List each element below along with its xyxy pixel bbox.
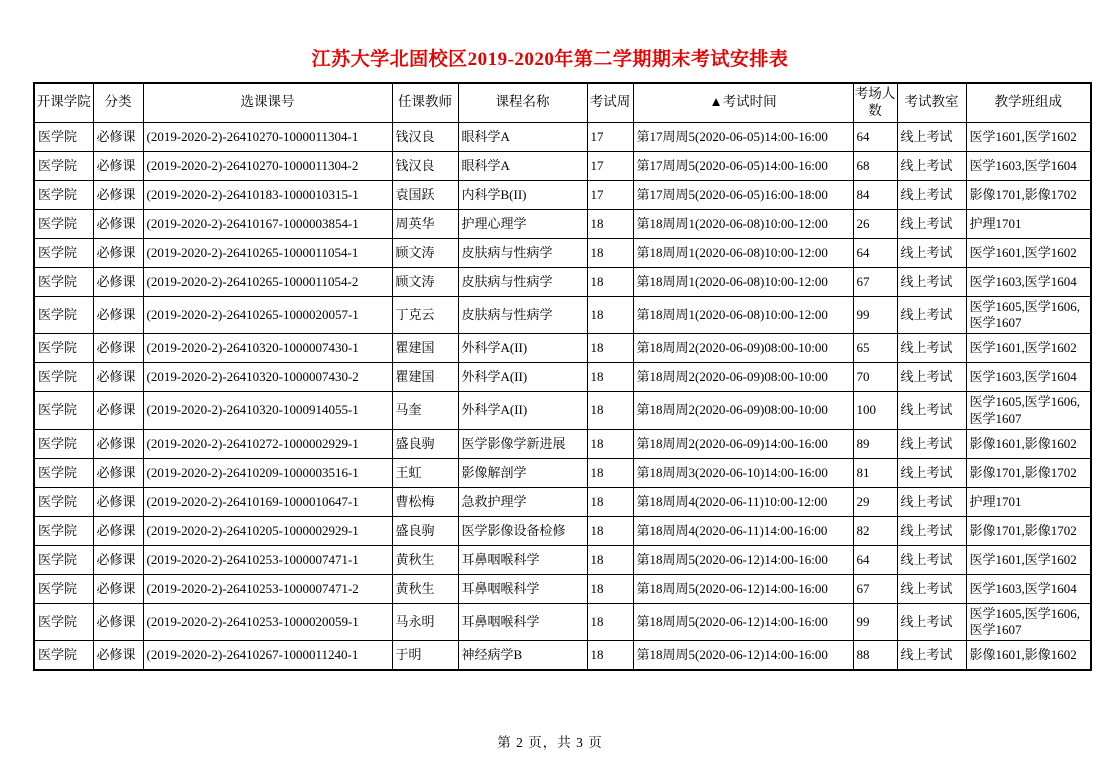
cell-category: 必修课: [93, 122, 143, 151]
cell-course-name: 内科学B(II): [458, 180, 587, 209]
cell-exam-week: 18: [587, 209, 633, 238]
cell-exam-time: 第17周周5(2020-06-05)14:00-16:00: [633, 151, 853, 180]
cell-category: 必修课: [93, 296, 143, 334]
cell-exam-time: 第17周周5(2020-06-05)14:00-16:00: [633, 122, 853, 151]
header-category: 分类: [93, 83, 143, 122]
cell-course-name: 耳鼻咽喉科学: [458, 545, 587, 574]
cell-class-groups: 医学1603,医学1604: [966, 267, 1091, 296]
cell-exam-room: 线上考试: [897, 180, 966, 209]
exam-schedule-table: [33, 82, 1092, 671]
cell-class-groups: 护理1701: [966, 209, 1091, 238]
cell-exam-room: 线上考试: [897, 545, 966, 574]
cell-teacher: 于明: [392, 641, 458, 670]
cell-teacher: 曹松梅: [392, 487, 458, 516]
cell-exam-time: 第18周周2(2020-06-09)08:00-10:00: [633, 392, 853, 430]
cell-teacher: 丁克云: [392, 296, 458, 334]
cell-exam-week: 17: [587, 180, 633, 209]
table-row: [34, 238, 1091, 267]
cell-seat-count: 65: [853, 334, 897, 363]
cell-teacher: 钱汉良: [392, 122, 458, 151]
cell-teacher: 周英华: [392, 209, 458, 238]
cell-seat-count: 100: [853, 392, 897, 430]
cell-college: 医学院: [34, 151, 93, 180]
cell-exam-week: 18: [587, 516, 633, 545]
cell-teacher: 马奎: [392, 392, 458, 430]
table-row: [34, 363, 1091, 392]
cell-category: 必修课: [93, 363, 143, 392]
cell-course-name: 眼科学A: [458, 122, 587, 151]
page-title: 江苏大学北固校区2019-2020年第二学期期末考试安排表: [311, 49, 789, 70]
cell-course-name: 外科学A(II): [458, 392, 587, 430]
cell-seat-count: 67: [853, 267, 897, 296]
cell-course-id: (2019-2020-2)-26410320-1000914055-1: [143, 392, 392, 430]
cell-exam-time: 第18周周1(2020-06-08)10:00-12:00: [633, 209, 853, 238]
cell-category: 必修课: [93, 516, 143, 545]
cell-seat-count: 99: [853, 603, 897, 641]
cell-exam-room: 线上考试: [897, 392, 966, 430]
cell-exam-room: 线上考试: [897, 363, 966, 392]
cell-exam-time: 第18周周2(2020-06-09)08:00-10:00: [633, 363, 853, 392]
table-row: [34, 296, 1091, 334]
cell-course-id: (2019-2020-2)-26410253-1000020059-1: [143, 603, 392, 641]
cell-exam-room: 线上考试: [897, 574, 966, 603]
cell-exam-room: 线上考试: [897, 151, 966, 180]
cell-exam-week: 18: [587, 238, 633, 267]
cell-college: 医学院: [34, 209, 93, 238]
cell-class-groups: 医学1605,医学1606,医学1607: [966, 603, 1091, 641]
cell-exam-week: 18: [587, 487, 633, 516]
table-row: [34, 429, 1091, 458]
cell-category: 必修课: [93, 267, 143, 296]
cell-college: 医学院: [34, 296, 93, 334]
cell-teacher: 盛良驹: [392, 429, 458, 458]
cell-course-name: 耳鼻咽喉科学: [458, 574, 587, 603]
cell-category: 必修课: [93, 429, 143, 458]
cell-teacher: 王虹: [392, 458, 458, 487]
cell-exam-room: 线上考试: [897, 122, 966, 151]
cell-exam-week: 18: [587, 545, 633, 574]
cell-college: 医学院: [34, 180, 93, 209]
cell-class-groups: 影像1601,影像1602: [966, 429, 1091, 458]
cell-course-name: 外科学A(II): [458, 334, 587, 363]
table-row: [34, 487, 1091, 516]
cell-exam-time: 第18周周2(2020-06-09)08:00-10:00: [633, 334, 853, 363]
table-row: [34, 641, 1091, 670]
cell-seat-count: 26: [853, 209, 897, 238]
cell-course-id: (2019-2020-2)-26410320-1000007430-1: [143, 334, 392, 363]
header-seat-count: 考场人数: [853, 83, 897, 122]
cell-teacher: 马永明: [392, 603, 458, 641]
header-class-groups: 教学班组成: [966, 83, 1091, 122]
cell-exam-week: 18: [587, 363, 633, 392]
cell-exam-room: 线上考试: [897, 238, 966, 267]
cell-exam-week: 18: [587, 296, 633, 334]
cell-course-id: (2019-2020-2)-26410205-1000002929-1: [143, 516, 392, 545]
header-course-name: 课程名称: [458, 83, 587, 122]
cell-course-name: 医学影像学新进展: [458, 429, 587, 458]
table-row: [34, 334, 1091, 363]
cell-seat-count: 89: [853, 429, 897, 458]
cell-teacher: 盛良驹: [392, 516, 458, 545]
cell-course-id: (2019-2020-2)-26410169-1000010647-1: [143, 487, 392, 516]
header-exam-time: ▲考试时间: [633, 83, 853, 122]
cell-teacher: 钱汉良: [392, 151, 458, 180]
table-row: [34, 267, 1091, 296]
cell-category: 必修课: [93, 238, 143, 267]
cell-course-name: 影像解剖学: [458, 458, 587, 487]
cell-category: 必修课: [93, 180, 143, 209]
cell-teacher: 顾文涛: [392, 238, 458, 267]
cell-exam-time: 第17周周5(2020-06-05)16:00-18:00: [633, 180, 853, 209]
table-row: [34, 458, 1091, 487]
cell-course-id: (2019-2020-2)-26410183-1000010315-1: [143, 180, 392, 209]
cell-college: 医学院: [34, 392, 93, 430]
cell-exam-week: 18: [587, 334, 633, 363]
cell-exam-time: 第18周周4(2020-06-11)14:00-16:00: [633, 516, 853, 545]
cell-seat-count: 64: [853, 545, 897, 574]
cell-course-name: 皮肤病与性病学: [458, 238, 587, 267]
cell-exam-time: 第18周周2(2020-06-09)14:00-16:00: [633, 429, 853, 458]
cell-seat-count: 64: [853, 122, 897, 151]
cell-category: 必修课: [93, 545, 143, 574]
cell-exam-week: 18: [587, 458, 633, 487]
cell-teacher: 瞿建国: [392, 334, 458, 363]
cell-course-id: (2019-2020-2)-26410270-1000011304-1: [143, 122, 392, 151]
cell-teacher: 黄秋生: [392, 545, 458, 574]
cell-seat-count: 67: [853, 574, 897, 603]
cell-college: 医学院: [34, 574, 93, 603]
cell-course-id: (2019-2020-2)-26410270-1000011304-2: [143, 151, 392, 180]
cell-class-groups: 医学1601,医学1602: [966, 334, 1091, 363]
cell-course-id: (2019-2020-2)-26410253-1000007471-2: [143, 574, 392, 603]
cell-course-id: (2019-2020-2)-26410265-1000011054-2: [143, 267, 392, 296]
cell-seat-count: 64: [853, 238, 897, 267]
cell-class-groups: 医学1605,医学1606,医学1607: [966, 392, 1091, 430]
table-row: [34, 516, 1091, 545]
cell-exam-week: 17: [587, 151, 633, 180]
cell-exam-room: 线上考试: [897, 641, 966, 670]
cell-college: 医学院: [34, 603, 93, 641]
cell-category: 必修课: [93, 603, 143, 641]
cell-seat-count: 84: [853, 180, 897, 209]
table-row: [34, 151, 1091, 180]
cell-course-name: 急救护理学: [458, 487, 587, 516]
cell-course-id: (2019-2020-2)-26410272-1000002929-1: [143, 429, 392, 458]
table-row: [34, 392, 1091, 430]
cell-course-id: (2019-2020-2)-26410265-1000020057-1: [143, 296, 392, 334]
cell-teacher: 袁国跃: [392, 180, 458, 209]
cell-course-name: 神经病学B: [458, 641, 587, 670]
cell-exam-room: 线上考试: [897, 458, 966, 487]
cell-class-groups: 影像1701,影像1702: [966, 458, 1091, 487]
table-row: [34, 122, 1091, 151]
cell-course-name: 医学影像设备检修: [458, 516, 587, 545]
cell-category: 必修课: [93, 641, 143, 670]
cell-class-groups: 影像1701,影像1702: [966, 516, 1091, 545]
cell-seat-count: 81: [853, 458, 897, 487]
cell-exam-week: 18: [587, 429, 633, 458]
cell-class-groups: 医学1601,医学1602: [966, 122, 1091, 151]
header-exam-week: 考试周: [587, 83, 633, 122]
table-row: [34, 180, 1091, 209]
cell-college: 医学院: [34, 545, 93, 574]
cell-college: 医学院: [34, 238, 93, 267]
cell-college: 医学院: [34, 363, 93, 392]
cell-exam-time: 第18周周5(2020-06-12)14:00-16:00: [633, 603, 853, 641]
cell-category: 必修课: [93, 334, 143, 363]
table-row: [34, 574, 1091, 603]
cell-seat-count: 68: [853, 151, 897, 180]
cell-category: 必修课: [93, 458, 143, 487]
cell-course-id: (2019-2020-2)-26410320-1000007430-2: [143, 363, 392, 392]
cell-exam-time: 第18周周1(2020-06-08)10:00-12:00: [633, 267, 853, 296]
cell-course-name: 护理心理学: [458, 209, 587, 238]
cell-exam-time: 第18周周4(2020-06-11)10:00-12:00: [633, 487, 853, 516]
cell-course-id: (2019-2020-2)-26410265-1000011054-1: [143, 238, 392, 267]
cell-exam-time: 第18周周1(2020-06-08)10:00-12:00: [633, 296, 853, 334]
cell-seat-count: 29: [853, 487, 897, 516]
header-row: [34, 83, 1091, 122]
cell-exam-week: 18: [587, 641, 633, 670]
cell-course-name: 眼科学A: [458, 151, 587, 180]
header-course-id: 选课课号: [143, 83, 392, 122]
cell-class-groups: 医学1603,医学1604: [966, 574, 1091, 603]
cell-college: 医学院: [34, 267, 93, 296]
cell-class-groups: 医学1603,医学1604: [966, 363, 1091, 392]
cell-exam-time: 第18周周3(2020-06-10)14:00-16:00: [633, 458, 853, 487]
cell-course-name: 外科学A(II): [458, 363, 587, 392]
cell-course-id: (2019-2020-2)-26410253-1000007471-1: [143, 545, 392, 574]
cell-college: 医学院: [34, 122, 93, 151]
cell-category: 必修课: [93, 487, 143, 516]
page-number: 第 2 页，共 3 页: [497, 735, 603, 750]
table-body: [34, 122, 1091, 670]
table-row: [34, 603, 1091, 641]
cell-teacher: 黄秋生: [392, 574, 458, 603]
header-exam-room: 考试教室: [897, 83, 966, 122]
cell-exam-week: 17: [587, 122, 633, 151]
cell-category: 必修课: [93, 209, 143, 238]
cell-class-groups: 影像1701,影像1702: [966, 180, 1091, 209]
cell-category: 必修课: [93, 151, 143, 180]
cell-exam-week: 18: [587, 392, 633, 430]
cell-course-name: 皮肤病与性病学: [458, 267, 587, 296]
cell-exam-time: 第18周周5(2020-06-12)14:00-16:00: [633, 574, 853, 603]
cell-exam-week: 18: [587, 267, 633, 296]
cell-college: 医学院: [34, 641, 93, 670]
cell-exam-room: 线上考试: [897, 334, 966, 363]
cell-class-groups: 影像1601,影像1602: [966, 641, 1091, 670]
header-college: 开课学院: [34, 83, 93, 122]
cell-exam-time: 第18周周5(2020-06-12)14:00-16:00: [633, 545, 853, 574]
header-teacher: 任课教师: [392, 83, 458, 122]
cell-class-groups: 医学1601,医学1602: [966, 238, 1091, 267]
cell-category: 必修课: [93, 574, 143, 603]
cell-exam-room: 线上考试: [897, 209, 966, 238]
table-row: [34, 209, 1091, 238]
cell-course-name: 皮肤病与性病学: [458, 296, 587, 334]
cell-college: 医学院: [34, 487, 93, 516]
cell-class-groups: 护理1701: [966, 487, 1091, 516]
cell-exam-time: 第18周周5(2020-06-12)14:00-16:00: [633, 641, 853, 670]
cell-course-id: (2019-2020-2)-26410209-1000003516-1: [143, 458, 392, 487]
cell-teacher: 顾文涛: [392, 267, 458, 296]
cell-exam-room: 线上考试: [897, 603, 966, 641]
cell-class-groups: 医学1603,医学1604: [966, 151, 1091, 180]
cell-exam-room: 线上考试: [897, 296, 966, 334]
cell-course-id: (2019-2020-2)-26410267-1000011240-1: [143, 641, 392, 670]
cell-teacher: 瞿建国: [392, 363, 458, 392]
cell-course-id: (2019-2020-2)-26410167-1000003854-1: [143, 209, 392, 238]
cell-seat-count: 70: [853, 363, 897, 392]
cell-college: 医学院: [34, 334, 93, 363]
cell-exam-room: 线上考试: [897, 267, 966, 296]
cell-college: 医学院: [34, 429, 93, 458]
cell-class-groups: 医学1601,医学1602: [966, 545, 1091, 574]
cell-seat-count: 99: [853, 296, 897, 334]
cell-exam-room: 线上考试: [897, 429, 966, 458]
cell-exam-room: 线上考试: [897, 516, 966, 545]
table-row: [34, 545, 1091, 574]
cell-class-groups: 医学1605,医学1606,医学1607: [966, 296, 1091, 334]
cell-exam-week: 18: [587, 603, 633, 641]
cell-seat-count: 88: [853, 641, 897, 670]
cell-college: 医学院: [34, 458, 93, 487]
cell-exam-room: 线上考试: [897, 487, 966, 516]
cell-exam-week: 18: [587, 574, 633, 603]
cell-course-name: 耳鼻咽喉科学: [458, 603, 587, 641]
cell-seat-count: 82: [853, 516, 897, 545]
cell-college: 医学院: [34, 516, 93, 545]
cell-category: 必修课: [93, 392, 143, 430]
cell-exam-time: 第18周周1(2020-06-08)10:00-12:00: [633, 238, 853, 267]
